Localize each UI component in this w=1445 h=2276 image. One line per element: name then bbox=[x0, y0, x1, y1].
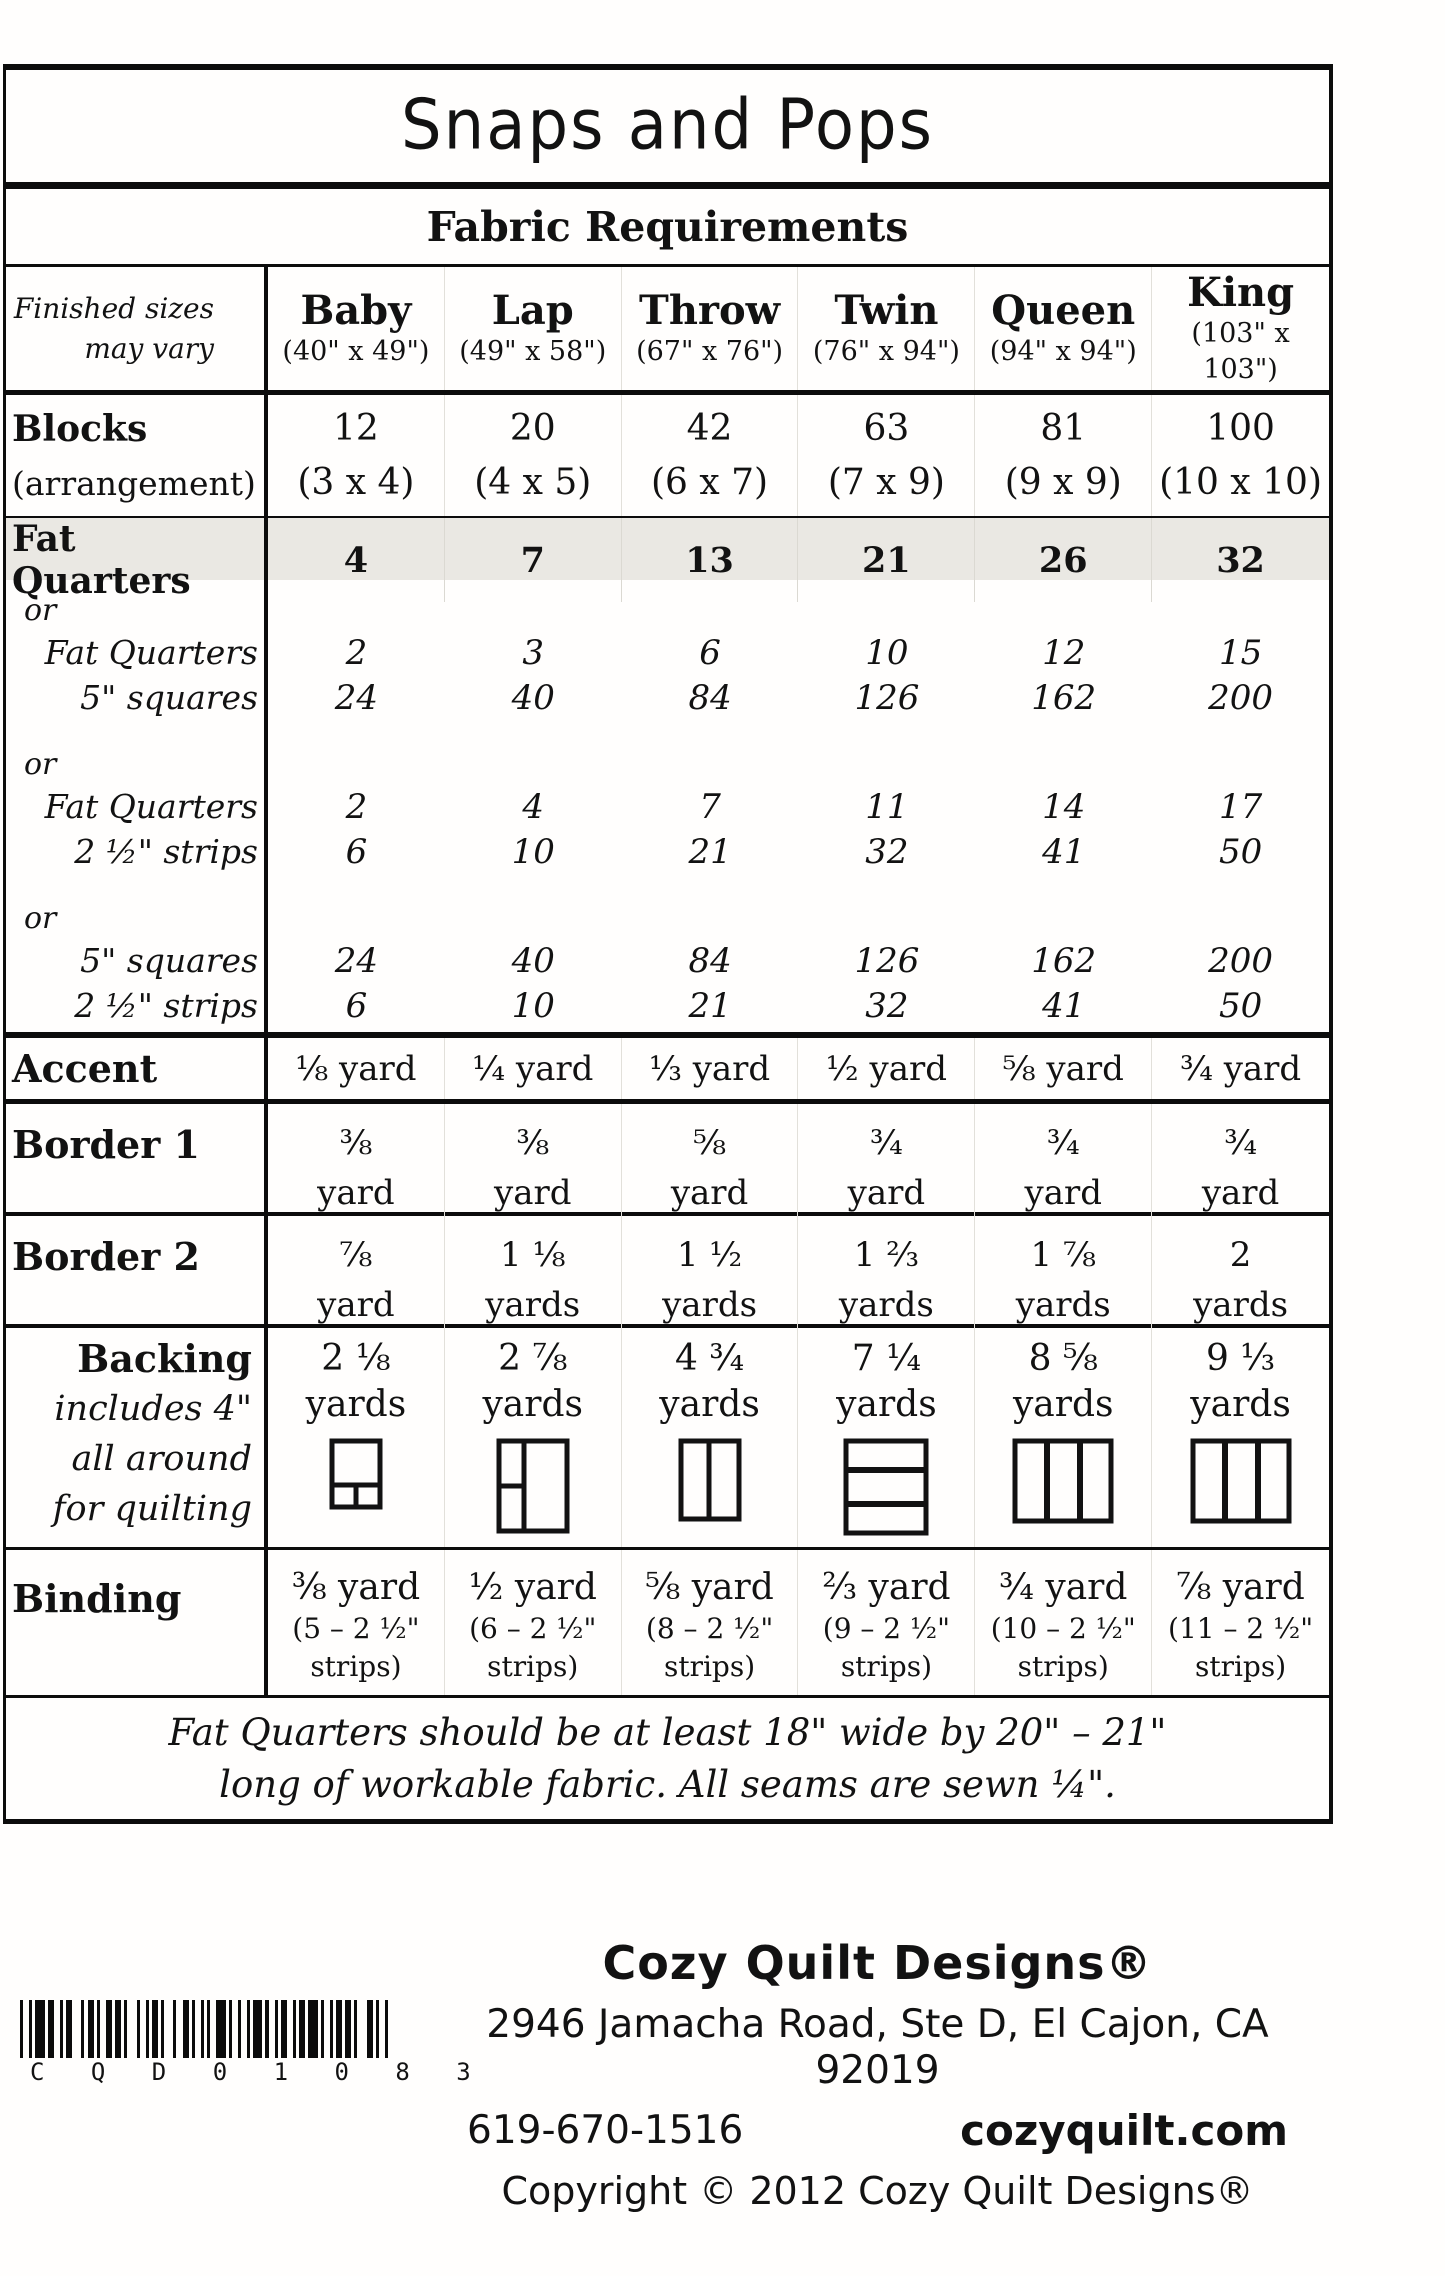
column-header-queen bbox=[975, 267, 1152, 390]
or-label: or bbox=[24, 592, 57, 628]
or-group-3 bbox=[6, 898, 1329, 1028]
size-name: Lap bbox=[491, 286, 574, 334]
or-cell: 10 bbox=[865, 632, 909, 673]
or-cell: 11 bbox=[865, 786, 909, 827]
binding-strips-word: strips) bbox=[663, 1650, 756, 1683]
or-cell: 15 bbox=[1218, 632, 1263, 673]
yardage-unit: yards bbox=[659, 1384, 760, 1425]
backing-row bbox=[6, 1328, 1329, 1550]
column-header-king bbox=[1152, 267, 1329, 390]
fat-quarters-label: Fat Quarters bbox=[6, 518, 268, 602]
backing-diagram-baby bbox=[329, 1438, 383, 1510]
column-header-twin bbox=[798, 267, 975, 390]
binding-strips-word: strips) bbox=[840, 1650, 932, 1683]
or-cell: 3 bbox=[522, 632, 545, 673]
size-dims: (49" x 58") bbox=[459, 335, 607, 367]
or-cell: 4 bbox=[522, 786, 545, 827]
or-cell: 162 bbox=[1031, 677, 1097, 718]
block-count: 81 bbox=[1040, 408, 1087, 449]
column-header-throw bbox=[622, 267, 799, 390]
yardage-fraction: ¾ bbox=[1224, 1123, 1258, 1163]
backing-diagram-twin bbox=[843, 1438, 929, 1536]
block-arrangement: (3 x 4) bbox=[297, 462, 415, 503]
or-cell: 41 bbox=[1042, 985, 1086, 1026]
blocks-row-label bbox=[6, 395, 268, 516]
yardage-fraction: ⅞ bbox=[339, 1235, 373, 1275]
fat-quarters-cell: 13 bbox=[622, 518, 799, 602]
or-cell: 6 bbox=[345, 985, 368, 1026]
yardage-amount: 9 ⅓ bbox=[1205, 1338, 1276, 1379]
fat-quarters-row bbox=[6, 518, 1329, 602]
binding-strips-count: (10 – 2 ½" bbox=[990, 1612, 1136, 1645]
or-cell: 50 bbox=[1218, 831, 1263, 872]
binding-label: Binding bbox=[6, 1550, 268, 1695]
or-cell: 14 bbox=[1042, 786, 1086, 827]
subtitle-bar bbox=[6, 189, 1329, 267]
backing-cell-lap bbox=[445, 1328, 622, 1547]
yardage-unit: yards bbox=[485, 1285, 581, 1325]
accent-cell: ⅝ yard bbox=[975, 1038, 1152, 1099]
yardage-fraction: 1 ½ bbox=[676, 1235, 743, 1275]
yardage-unit: yard bbox=[847, 1173, 926, 1213]
or-row-label: 5" squares bbox=[80, 678, 258, 717]
yardage-fraction: 1 ⅛ bbox=[500, 1235, 566, 1275]
yardage-unit: yards bbox=[1015, 1285, 1111, 1325]
or-cell: 40 bbox=[511, 677, 555, 718]
border1-row bbox=[6, 1104, 1329, 1216]
yardage-unit: yards bbox=[1190, 1384, 1291, 1425]
fat-quarters-cell: 7 bbox=[445, 518, 622, 602]
or-cell: 126 bbox=[854, 940, 920, 981]
company-address: 2946 Jamacha Road, Ste D, El Cajon, CA 92019 bbox=[486, 2002, 1269, 2093]
block-arrangement: (9 x 9) bbox=[1004, 462, 1122, 503]
footnote-line2: long of workable fabric. All seams are sewn ¼". bbox=[219, 1762, 1116, 1806]
block-count: 12 bbox=[333, 408, 379, 449]
size-dims: (40" x 49") bbox=[282, 335, 430, 367]
size-name: Baby bbox=[300, 286, 412, 334]
border2-cell bbox=[622, 1216, 799, 1330]
border2-cell bbox=[975, 1216, 1152, 1330]
border1-cell bbox=[1152, 1104, 1329, 1218]
yardage-unit: yard bbox=[1201, 1173, 1280, 1213]
binding-cell bbox=[1152, 1550, 1329, 1695]
accent-label: Accent bbox=[6, 1038, 268, 1099]
or-cell: 200 bbox=[1208, 677, 1274, 718]
backing-cell-twin bbox=[798, 1328, 975, 1547]
finished-sizes-line2: may vary bbox=[84, 331, 214, 365]
border2-label: Border 2 bbox=[6, 1216, 268, 1330]
yardage-fraction: 2 bbox=[1229, 1235, 1252, 1275]
or-cell: 50 bbox=[1218, 985, 1263, 1026]
yardage-unit: yard bbox=[493, 1173, 572, 1213]
yardage-unit: yard bbox=[317, 1285, 395, 1325]
or-row-label: 2 ½" strips bbox=[74, 986, 258, 1025]
border1-cell bbox=[798, 1104, 975, 1218]
binding-amount: ¾ yard bbox=[999, 1567, 1128, 1608]
border1-cell bbox=[622, 1104, 799, 1218]
yardage-fraction: ¾ bbox=[1046, 1123, 1080, 1163]
or-cell: 7 bbox=[699, 786, 721, 827]
binding-strips-count: (11 – 2 ½" bbox=[1168, 1612, 1314, 1645]
backing-label: Backing bbox=[77, 1336, 252, 1381]
fat-quarters-cell: 4 bbox=[268, 518, 445, 602]
or-cell: 6 bbox=[699, 632, 721, 673]
yardage-unit: yards bbox=[1193, 1285, 1289, 1325]
border2-cell bbox=[268, 1216, 445, 1330]
binding-cell bbox=[798, 1550, 975, 1695]
company-name: Cozy Quilt Designs® bbox=[602, 1936, 1153, 1990]
backing-cell-king bbox=[1152, 1328, 1329, 1547]
or-cell: 41 bbox=[1042, 831, 1086, 872]
or-group-1 bbox=[6, 590, 1329, 720]
binding-cell bbox=[622, 1550, 799, 1695]
barcode bbox=[20, 2000, 487, 2086]
accent-cell: ½ yard bbox=[798, 1038, 975, 1099]
fat-quarters-cell: 21 bbox=[798, 518, 975, 602]
border1-cell bbox=[445, 1104, 622, 1218]
binding-strips-count: (8 – 2 ½" bbox=[645, 1612, 774, 1645]
border1-cell bbox=[975, 1104, 1152, 1218]
footnote bbox=[6, 1698, 1329, 1819]
blocks-label: Blocks bbox=[12, 408, 148, 451]
blocks-cell bbox=[268, 395, 445, 516]
website: cozyquilt.com bbox=[960, 2106, 1288, 2155]
fabric-requirements-card bbox=[3, 64, 1333, 1824]
or-row bbox=[6, 938, 1329, 983]
accent-cell: ⅓ yard bbox=[622, 1038, 799, 1099]
yardage-unit: yard bbox=[670, 1173, 749, 1213]
alternatives-section bbox=[6, 580, 1329, 1038]
binding-strips-count: (6 – 2 ½" bbox=[469, 1612, 597, 1645]
blocks-cell bbox=[445, 395, 622, 516]
yardage-fraction: 1 ⅔ bbox=[853, 1235, 920, 1275]
blocks-sublabel: (arrangement) bbox=[12, 463, 256, 503]
or-row-label: 5" squares bbox=[80, 941, 258, 980]
blocks-cell bbox=[622, 395, 799, 516]
block-count: 20 bbox=[509, 408, 556, 449]
contact-row bbox=[445, 2106, 1310, 2155]
binding-amount: ⅜ yard bbox=[291, 1567, 421, 1608]
accent-cell: ⅛ yard bbox=[268, 1038, 445, 1099]
finished-sizes-line1: Finished sizes bbox=[13, 291, 214, 325]
block-count: 42 bbox=[686, 408, 733, 449]
yardage-unit: yards bbox=[305, 1384, 407, 1425]
binding-strips-word: strips) bbox=[487, 1650, 579, 1683]
yardage-fraction: ⅜ bbox=[339, 1123, 373, 1163]
or-cell: 21 bbox=[688, 985, 732, 1026]
size-name: Queen bbox=[991, 286, 1136, 334]
or-cell: 40 bbox=[511, 940, 555, 981]
footnote-line1: Fat Quarters should be at least 18" wide by 20" – 21" bbox=[168, 1710, 1167, 1754]
border2-cell bbox=[1152, 1216, 1329, 1330]
or-cell: 2 bbox=[345, 786, 368, 827]
border2-cell bbox=[798, 1216, 975, 1330]
or-cell: 126 bbox=[854, 677, 920, 718]
or-cell: 84 bbox=[688, 677, 732, 718]
block-arrangement: (4 x 5) bbox=[474, 462, 592, 503]
binding-strips-word: strips) bbox=[1194, 1650, 1287, 1683]
accent-cell: ¾ yard bbox=[1179, 1048, 1302, 1089]
yardage-unit: yards bbox=[836, 1384, 937, 1425]
border1-label: Border 1 bbox=[6, 1104, 268, 1218]
fat-quarters-cell: 26 bbox=[975, 518, 1152, 602]
block-arrangement: (10 x 10) bbox=[1159, 462, 1323, 503]
yardage-amount: 2 ⅛ bbox=[321, 1338, 391, 1379]
binding-amount: ⅝ yard bbox=[645, 1567, 774, 1608]
yardage-fraction: ¾ bbox=[869, 1123, 903, 1163]
size-name: Throw bbox=[639, 286, 781, 334]
border2-cell bbox=[445, 1216, 622, 1330]
binding-row bbox=[6, 1550, 1329, 1698]
accent-row bbox=[6, 1038, 1329, 1104]
barcode-text: C Q D 0 1 0 8 3 bbox=[20, 2058, 497, 2086]
yardage-amount: 4 ¾ bbox=[674, 1338, 745, 1379]
or-row bbox=[6, 630, 1329, 675]
backing-diagram-queen bbox=[1012, 1438, 1114, 1524]
or-row bbox=[6, 675, 1329, 720]
or-cell: 6 bbox=[345, 831, 368, 872]
yardage-unit: yards bbox=[1012, 1384, 1114, 1425]
backing-note-line1: includes 4" bbox=[54, 1389, 252, 1429]
binding-strips-word: strips) bbox=[1017, 1650, 1109, 1683]
or-cell: 10 bbox=[511, 985, 555, 1026]
or-cell: 24 bbox=[334, 940, 379, 981]
or-row-label: Fat Quarters bbox=[44, 633, 258, 672]
or-cell: 10 bbox=[511, 831, 555, 872]
or-cell: 32 bbox=[865, 985, 909, 1026]
yardage-fraction: ⅜ bbox=[516, 1123, 550, 1163]
fat-quarters-cell: 32 bbox=[1216, 539, 1265, 581]
or-cell: 12 bbox=[1042, 632, 1086, 673]
size-dims: (67" x 76") bbox=[636, 335, 784, 367]
yardage-amount: 7 ¼ bbox=[851, 1338, 922, 1379]
size-name: Twin bbox=[834, 286, 939, 334]
or-cell: 32 bbox=[865, 831, 909, 872]
binding-strips-count: (5 – 2 ½" bbox=[292, 1612, 420, 1645]
phone-number: 619-670-1516 bbox=[467, 2108, 744, 2153]
size-dims: (103" x 103") bbox=[1191, 317, 1290, 385]
backing-diagram-throw bbox=[678, 1438, 742, 1522]
or-cell: 24 bbox=[334, 677, 379, 718]
pattern-title: Snaps and Pops bbox=[401, 86, 934, 166]
or-row-label: 2 ½" strips bbox=[74, 832, 258, 871]
binding-strips-count: (9 – 2 ½" bbox=[822, 1612, 951, 1645]
binding-amount: ⅞ yard bbox=[1176, 1567, 1305, 1608]
or-row bbox=[6, 829, 1329, 874]
yardage-unit: yards bbox=[662, 1285, 758, 1325]
backing-cell-queen bbox=[975, 1328, 1152, 1547]
title-bar bbox=[6, 70, 1329, 189]
or-cell: 17 bbox=[1218, 786, 1263, 827]
yardage-unit: yard bbox=[317, 1173, 395, 1213]
block-arrangement: (7 x 9) bbox=[827, 462, 945, 503]
yardage-fraction: 1 ⅞ bbox=[1030, 1235, 1096, 1275]
publisher-block bbox=[445, 1936, 1310, 2213]
backing-diagram-king bbox=[1190, 1438, 1292, 1524]
or-row-label: Fat Quarters bbox=[44, 787, 258, 826]
binding-strips-word: strips) bbox=[310, 1650, 402, 1683]
binding-cell bbox=[445, 1550, 622, 1695]
column-header-baby bbox=[268, 267, 445, 390]
backing-cell-throw bbox=[622, 1328, 799, 1547]
border1-cell bbox=[268, 1104, 445, 1218]
or-label: or bbox=[24, 746, 57, 782]
binding-cell bbox=[268, 1550, 445, 1695]
backing-note-line3: for quilting bbox=[52, 1489, 252, 1529]
size-header-row bbox=[6, 267, 1329, 395]
blocks-cell bbox=[1152, 395, 1329, 516]
block-count: 100 bbox=[1206, 408, 1275, 449]
or-group-2 bbox=[6, 744, 1329, 874]
binding-amount: ⅔ yard bbox=[822, 1567, 951, 1608]
or-row bbox=[6, 983, 1329, 1028]
yardage-amount: 8 ⅝ bbox=[1028, 1338, 1098, 1379]
binding-amount: ½ yard bbox=[468, 1567, 597, 1608]
block-count: 63 bbox=[863, 408, 910, 449]
or-cell: 21 bbox=[688, 831, 732, 872]
yardage-unit: yard bbox=[1024, 1173, 1102, 1213]
backing-cell-baby bbox=[268, 1328, 445, 1547]
backing-note-line2: all around bbox=[71, 1439, 252, 1479]
or-row bbox=[6, 784, 1329, 829]
yardage-unit: yards bbox=[838, 1285, 934, 1325]
backing-row-label bbox=[6, 1328, 268, 1547]
column-header-lap bbox=[445, 267, 622, 390]
blocks-cell bbox=[798, 395, 975, 516]
or-label: or bbox=[24, 900, 57, 936]
size-dims: (94" x 94") bbox=[989, 335, 1137, 367]
or-cell: 200 bbox=[1208, 940, 1274, 981]
or-cell: 162 bbox=[1031, 940, 1097, 981]
binding-cell bbox=[975, 1550, 1152, 1695]
yardage-fraction: ⅝ bbox=[693, 1123, 727, 1163]
yardage-amount: 2 ⅞ bbox=[498, 1338, 568, 1379]
block-arrangement: (6 x 7) bbox=[651, 462, 769, 503]
accent-cell: ¼ yard bbox=[445, 1038, 622, 1099]
blocks-cell bbox=[975, 395, 1152, 516]
backing-diagram-lap bbox=[496, 1438, 570, 1534]
blocks-row bbox=[6, 395, 1329, 518]
size-dims: (76" x 94") bbox=[812, 335, 960, 367]
subtitle: Fabric Requirements bbox=[426, 202, 909, 251]
copyright-line: Copyright © 2012 Cozy Quilt Designs® bbox=[501, 2169, 1254, 2213]
border2-row bbox=[6, 1216, 1329, 1328]
size-name: King bbox=[1187, 268, 1295, 316]
or-cell: 2 bbox=[345, 632, 368, 673]
yardage-unit: yards bbox=[482, 1384, 583, 1425]
finished-sizes-note bbox=[6, 267, 268, 390]
or-cell: 84 bbox=[688, 940, 732, 981]
